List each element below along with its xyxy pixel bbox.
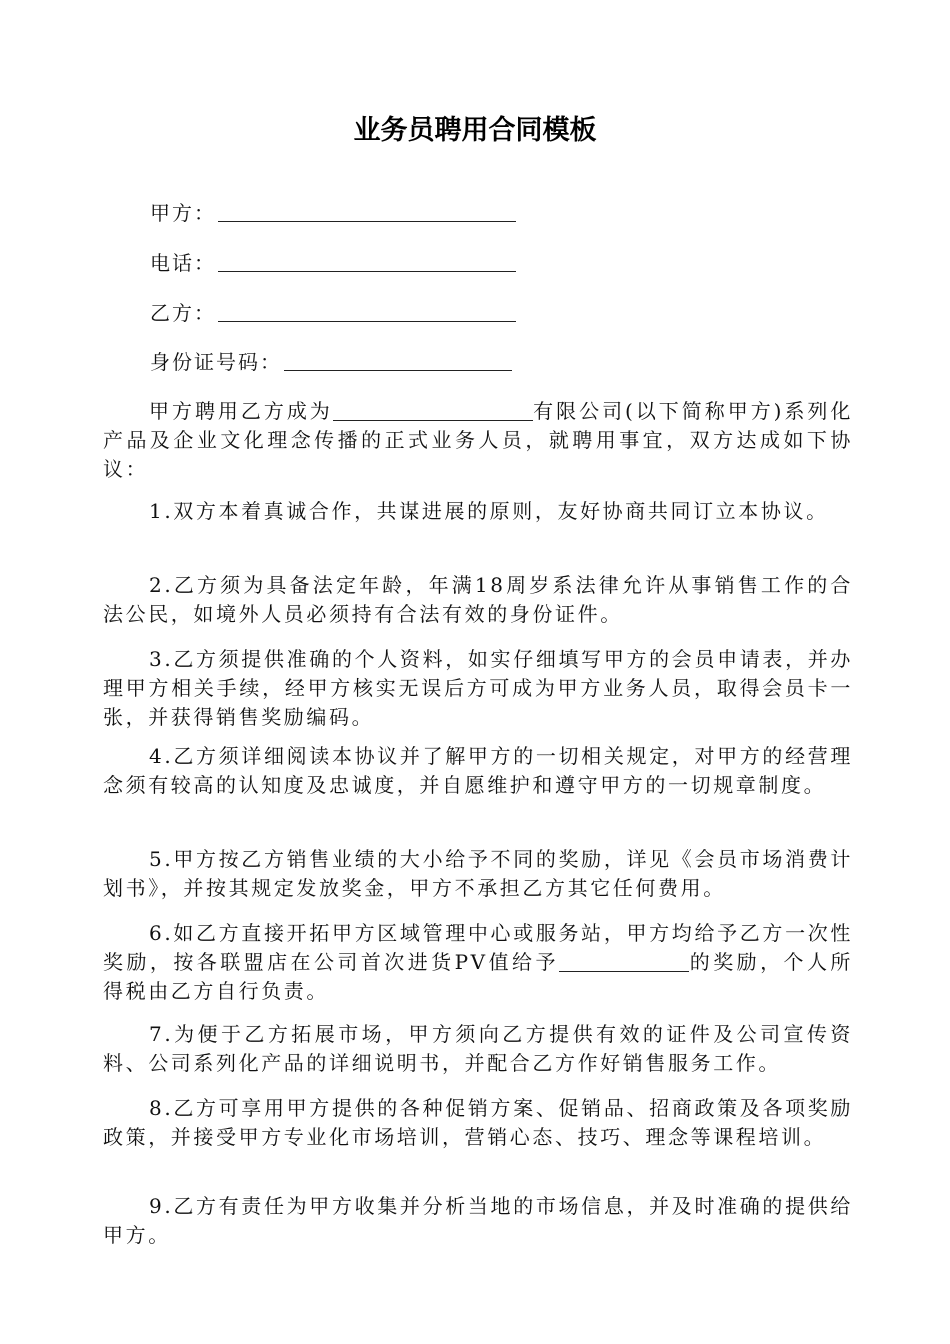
party-b-label: 乙方： bbox=[150, 301, 216, 325]
clause-5: 5.甲方按乙方销售业绩的大小给予不同的奖励，详见《会员市场消费计划书》，并按其规定发放奖金，甲方不承担乙方其它任何费用。 bbox=[103, 847, 853, 900]
document-title: 业务员聘用合同模板 bbox=[353, 115, 597, 146]
clause-2: 2.乙方须为具备法定年龄，年满18周岁系法律允许从事销售工作的合法公民，如境外人员必须持有合法有效的身份证件。 bbox=[103, 573, 853, 626]
party-b-blank-line bbox=[218, 301, 516, 322]
id-number-blank-line bbox=[284, 350, 512, 371]
party-a-label: 甲方： bbox=[150, 201, 216, 225]
pv-reward-blank bbox=[559, 951, 689, 972]
clause-3: 3.乙方须提供准确的个人资料，如实仔细填写甲方的会员申请表，并办理甲方相关手续，经甲方核实无误后方可成为甲方业务人员，取得会员卡一张，并获得销售奖励编码。 bbox=[103, 647, 853, 729]
clause-7: 7.为便于乙方拓展市场，甲方须向乙方提供有效的证件及公司宣传资料、公司系列化产品的详细说明书，并配合乙方作好销售服务工作。 bbox=[103, 1022, 853, 1075]
clause-9: 9.乙方有责任为甲方收集并分析当地的市场信息，并及时准确的提供给甲方。 bbox=[103, 1194, 853, 1247]
phone-field bbox=[150, 250, 516, 276]
party-b-field bbox=[150, 300, 516, 326]
intro-text-part1: 甲方聘用乙方成为 bbox=[149, 399, 333, 423]
id-number-field bbox=[150, 349, 512, 375]
clause-6-text-part2: 的奖励，个人所得税由乙方自行负责。 bbox=[103, 950, 853, 1003]
party-a-blank-line bbox=[218, 201, 516, 222]
company-name-blank bbox=[333, 400, 533, 421]
clause-4: 4.乙方须详细阅读本协议并了解甲方的一切相关规定，对甲方的经营理念须有较高的认知度及忠诚度，并自愿维护和遵守甲方的一切规章制度。 bbox=[103, 744, 853, 797]
intro-text-part2: 有限公司(以下简称甲方)系列化产品及企业文化理念传播的正式业务人员，就聘用事宜，双方达成如下协议： bbox=[103, 399, 853, 481]
clause-1: 1.双方本着真诚合作，共谋进展的原则，友好协商共同订立本协议。 bbox=[149, 499, 829, 523]
phone-label: 电话： bbox=[150, 251, 216, 275]
clause-8: 8.乙方可享用甲方提供的各种促销方案、促销品、招商政策及各项奖励政策，并接受甲方专业化市场培训，营销心态、技巧、理念等课程培训。 bbox=[103, 1096, 853, 1149]
phone-blank-line bbox=[218, 251, 516, 272]
id-number-label: 身份证号码： bbox=[150, 350, 282, 374]
clause-6 bbox=[103, 919, 853, 1006]
intro-paragraph bbox=[103, 397, 853, 484]
clause-6-text-part1: 6.如乙方直接开拓甲方区域管理中心或服务站，甲方均给予乙方一次性奖励，按各联盟店在公司首次进货PV值给予 bbox=[103, 921, 853, 974]
party-a-field bbox=[150, 200, 516, 226]
